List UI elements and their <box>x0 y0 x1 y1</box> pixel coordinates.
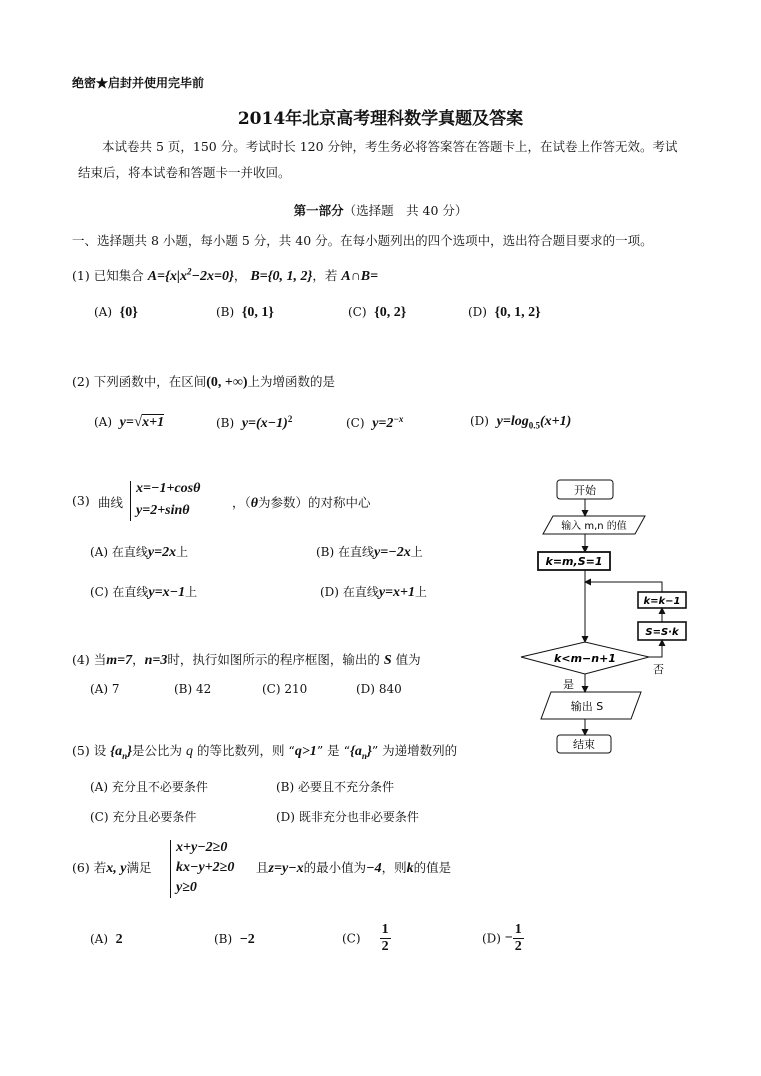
param-eq-x: x=−1+cosθ <box>136 481 201 496</box>
q4-option-c[interactable]: (C) 210 <box>262 682 308 696</box>
q1-option-a[interactable]: (A) {0} <box>94 305 138 320</box>
q1-option-c[interactable]: (C) {0, 2} <box>348 305 407 320</box>
sequence: $\{a_n\}$ <box>350 744 372 761</box>
yes-label: 是 <box>563 678 574 691</box>
q3-option-d[interactable]: (D) 在直线y=x+1上 <box>320 585 428 600</box>
fraction: $\frac{1}{2}$ <box>514 922 522 954</box>
q2-option-a[interactable]: (A) y=√x+1 <box>94 414 165 430</box>
q6-option-c[interactable]: (C) $\frac{1}{2}$ <box>342 922 389 954</box>
interval: (0, +∞) <box>206 375 248 390</box>
exam-instructions: 本试卷共 5 页，150 分。考试时长 120 分钟，考生务必将答案答在答题卡上，在试卷上作答无效。考试结束后，将本试卷和答题卡一并收回。 <box>78 139 678 180</box>
q4-option-a[interactable]: (A) 7 <box>90 682 120 696</box>
fraction: $\frac{1}{2}$ <box>381 922 389 954</box>
condition-label: k<m−n+1 <box>554 652 616 665</box>
confidential-note: 绝密★启封并使用完毕前 <box>72 76 205 90</box>
question-text: 已知集合 <box>93 268 144 283</box>
q3-option-a[interactable]: (A) 在直线y=2x上 <box>90 545 189 560</box>
init-label: k=m,S=1 <box>545 555 603 568</box>
input-label: 输入 m,n 的值 <box>561 521 627 532</box>
question-number: (6) <box>72 860 90 875</box>
constraint-2: kx−y+2≥0 <box>176 860 235 875</box>
set-b: B={0, 1, 2} <box>250 269 313 284</box>
q3-option-c[interactable]: (C) 在直线y=x−1上 <box>90 585 198 600</box>
page-title: 2014年北京高考理科数学真题及答案 <box>237 109 524 129</box>
q3-option-b[interactable]: (B) 在直线y=−2x上 <box>316 545 423 560</box>
intersection: A∩B= <box>341 269 379 284</box>
sqrt-icon: √ <box>133 414 143 430</box>
q4-option-d[interactable]: (D) 840 <box>356 682 402 696</box>
end-label: 结束 <box>573 738 595 751</box>
question-1-stem: (1) 已知集合 $A=\{x|x^2-2x=0\}$， B={0, 1, 2}，若 A∩B= <box>72 266 379 284</box>
q5-option-d[interactable]: (D) 既非充分也非必要条件 <box>276 810 419 824</box>
q2-option-b[interactable]: (B) $y=(x-1)^2$ <box>216 414 293 431</box>
q2-option-c[interactable]: (C) $y=2^{-x}$ <box>346 414 404 431</box>
part-heading <box>0 201 761 219</box>
q6-option-d[interactable]: (D) − $\frac{1}{2}$ <box>482 922 522 954</box>
q5-option-b[interactable]: (B) 必要且不充分条件 <box>276 780 395 794</box>
param-eq-y: y=2+sinθ <box>136 503 190 518</box>
section-instruction: 一、选择题共 8 小题，每小题 5 分，共 40 分。在每小题列出的四个选项中，选出符合题目要求的一项。 <box>72 233 653 248</box>
start-label: 开始 <box>574 484 596 497</box>
question-3-text: 曲线 <box>98 495 124 510</box>
q2-option-d[interactable]: (D) $y=\log_{0.5}(x+1)$ <box>470 414 572 431</box>
output-label: 输出 S <box>570 700 604 713</box>
update-s-label: S=S·k <box>645 627 679 638</box>
system-brace <box>130 481 131 521</box>
q5-option-c[interactable]: (C) 充分且必要条件 <box>90 810 197 824</box>
part-title: 第一部分 <box>293 203 344 218</box>
question-number: (5) <box>72 743 90 758</box>
question-5-stem: (5) 设 $\{a_n\}$是公比为 q 的等比数列，则 “q>1” 是 “$\{a_n\}$” 为递增数列的 <box>72 743 458 761</box>
question-number: (2) <box>72 374 90 389</box>
constraint-3: y≥0 <box>176 880 197 895</box>
constraint-1: x+y−2≥0 <box>176 840 228 855</box>
set-a: $A=\{x|x^2-2x=0\}$ <box>147 266 234 284</box>
question-number: (4) <box>72 652 90 667</box>
question-6-tail: 且z=y−x的最小值为−4，则k的值是 <box>256 860 452 876</box>
question-6-head: (6) 若x, y满足 <box>72 860 152 876</box>
question-3-num: (3) <box>72 493 90 508</box>
update-k-label: k=k−1 <box>643 596 681 607</box>
question-4-stem: (4) 当m=7，n=3时，执行如图所示的程序框图，输出的 S 值为 <box>72 652 421 668</box>
part-subtitle: （选择题 共 40 分） <box>343 203 468 218</box>
q4-option-b[interactable]: (B) 42 <box>174 682 212 696</box>
question-number: (1) <box>72 268 90 283</box>
q1-option-b[interactable]: (B) {0, 1} <box>216 305 274 320</box>
no-label: 否 <box>653 663 664 676</box>
q5-option-a[interactable]: (A) 充分且不必要条件 <box>90 780 208 794</box>
sequence: $\{a_n\}$ <box>110 744 132 761</box>
question-2-stem: (2) 下列函数中，在区间(0, +∞)上为增函数的是 <box>72 374 336 390</box>
constraint-brace <box>170 840 171 898</box>
program-flowchart <box>515 476 701 758</box>
q6-option-a[interactable]: (A) 2 <box>90 932 123 947</box>
q6-option-b[interactable]: (B) −2 <box>214 932 255 947</box>
question-3-tail: ，（θ为参数）的对称中心 <box>232 495 371 511</box>
q1-option-d[interactable]: (D) {0, 1, 2} <box>468 305 541 320</box>
